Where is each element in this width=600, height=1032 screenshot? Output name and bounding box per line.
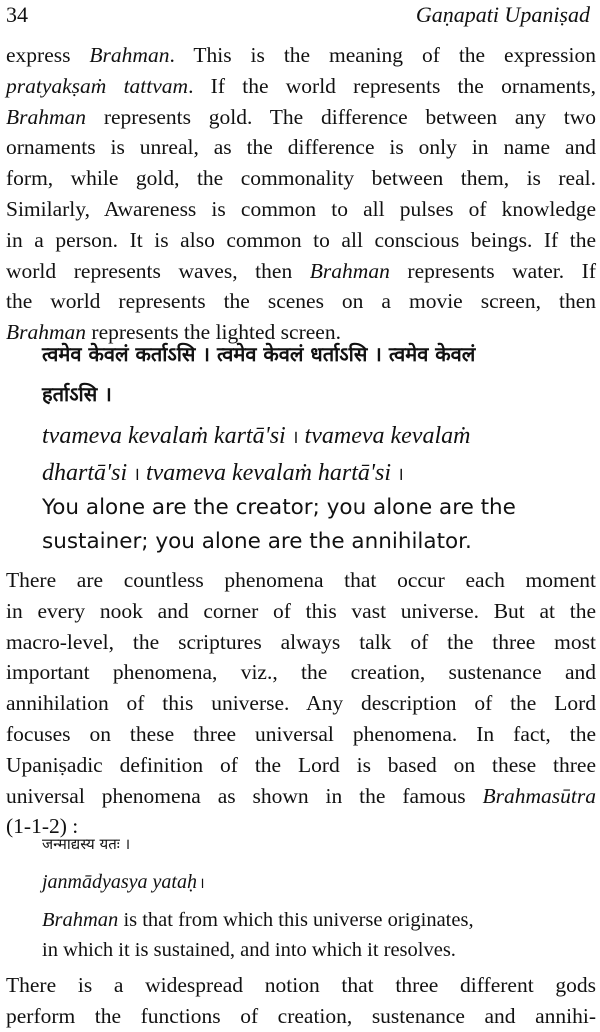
text-line: in a person. It is also common to all conscious beings. If the [6,227,596,252]
text-line: form, while gold, the commonality between them, is real. [6,166,596,191]
text-line: (1-1-2) : [6,814,79,839]
sanskrit-verse: त्वमेव केवलं कर्ताऽसि । त्वमेव केवलं धर्ताऽसि । त्वमेव केवलं हर्ताऽसि । [42,342,476,406]
text-line: There is a widespread notion that three different gods [6,973,596,997]
text-line: perform the functions of creation, sustenance and annihi- [6,1003,596,1028]
text-line: ornaments is unreal, as the difference is only in name and [6,135,596,160]
paragraph-3 [6,970,596,1032]
text-line: Similarly, Awareness is common to all pulses of knowledge [6,196,596,221]
text-line: macro-level, the scriptures always talk of the three most [6,629,596,654]
sutra-translation: Brahman is that from which this universe originates, in which it is sustained, and into which it resolves. [42,909,474,961]
text-line: important phenomena, viz., the creation, sustenance and [6,660,596,685]
text-line: universal phenomena as shown in the famous Brahmasūtra [6,783,596,808]
text-line: Brahman represents gold. The difference between any two [6,104,596,129]
page-number: 34 [6,2,28,27]
paragraph-1 [6,40,596,348]
sutra-transliteration: janmādyasya yataḥ । [42,871,205,893]
text-line: Brahman represents the lighted screen. [6,320,341,345]
text-line: the world represents the scenes on a movie screen, then [6,289,596,314]
text-line: pratyakṣaṁ tattvam. If the world represents the ornaments, [6,73,596,98]
text-line: There are countless phenomena that occur each moment [6,568,596,592]
verse-translation: You alone are the creator; you alone are the sustainer; you alone are the annihilator. [42,495,516,554]
text-line: world represents waves, then Brahman represents water. If [6,258,596,283]
text-line: annihilation of this universe. Any description of the Lord [6,691,596,716]
text-line: in every nook and corner of this vast universe. But at the [6,598,596,623]
verse-transliteration: tvameva kevalaṁ kartā'si । tvameva kevalaṁ dhartā'si । tvameva kevalaṁ hartā'si । [42,423,471,486]
text-line: express Brahman. This is the meaning of the expression [6,43,596,67]
paragraph-2 [6,565,596,842]
text-line: Upaniṣadic definition of the Lord is based on these three [6,752,596,777]
running-title: Gaṇapati Upaniṣad [415,2,590,27]
text-line: focuses on these three universal phenomena. In fact, the [6,721,596,746]
page-header [6,0,590,34]
sutra-devanagari: जन्माद्यस्य यतः । [42,835,131,853]
